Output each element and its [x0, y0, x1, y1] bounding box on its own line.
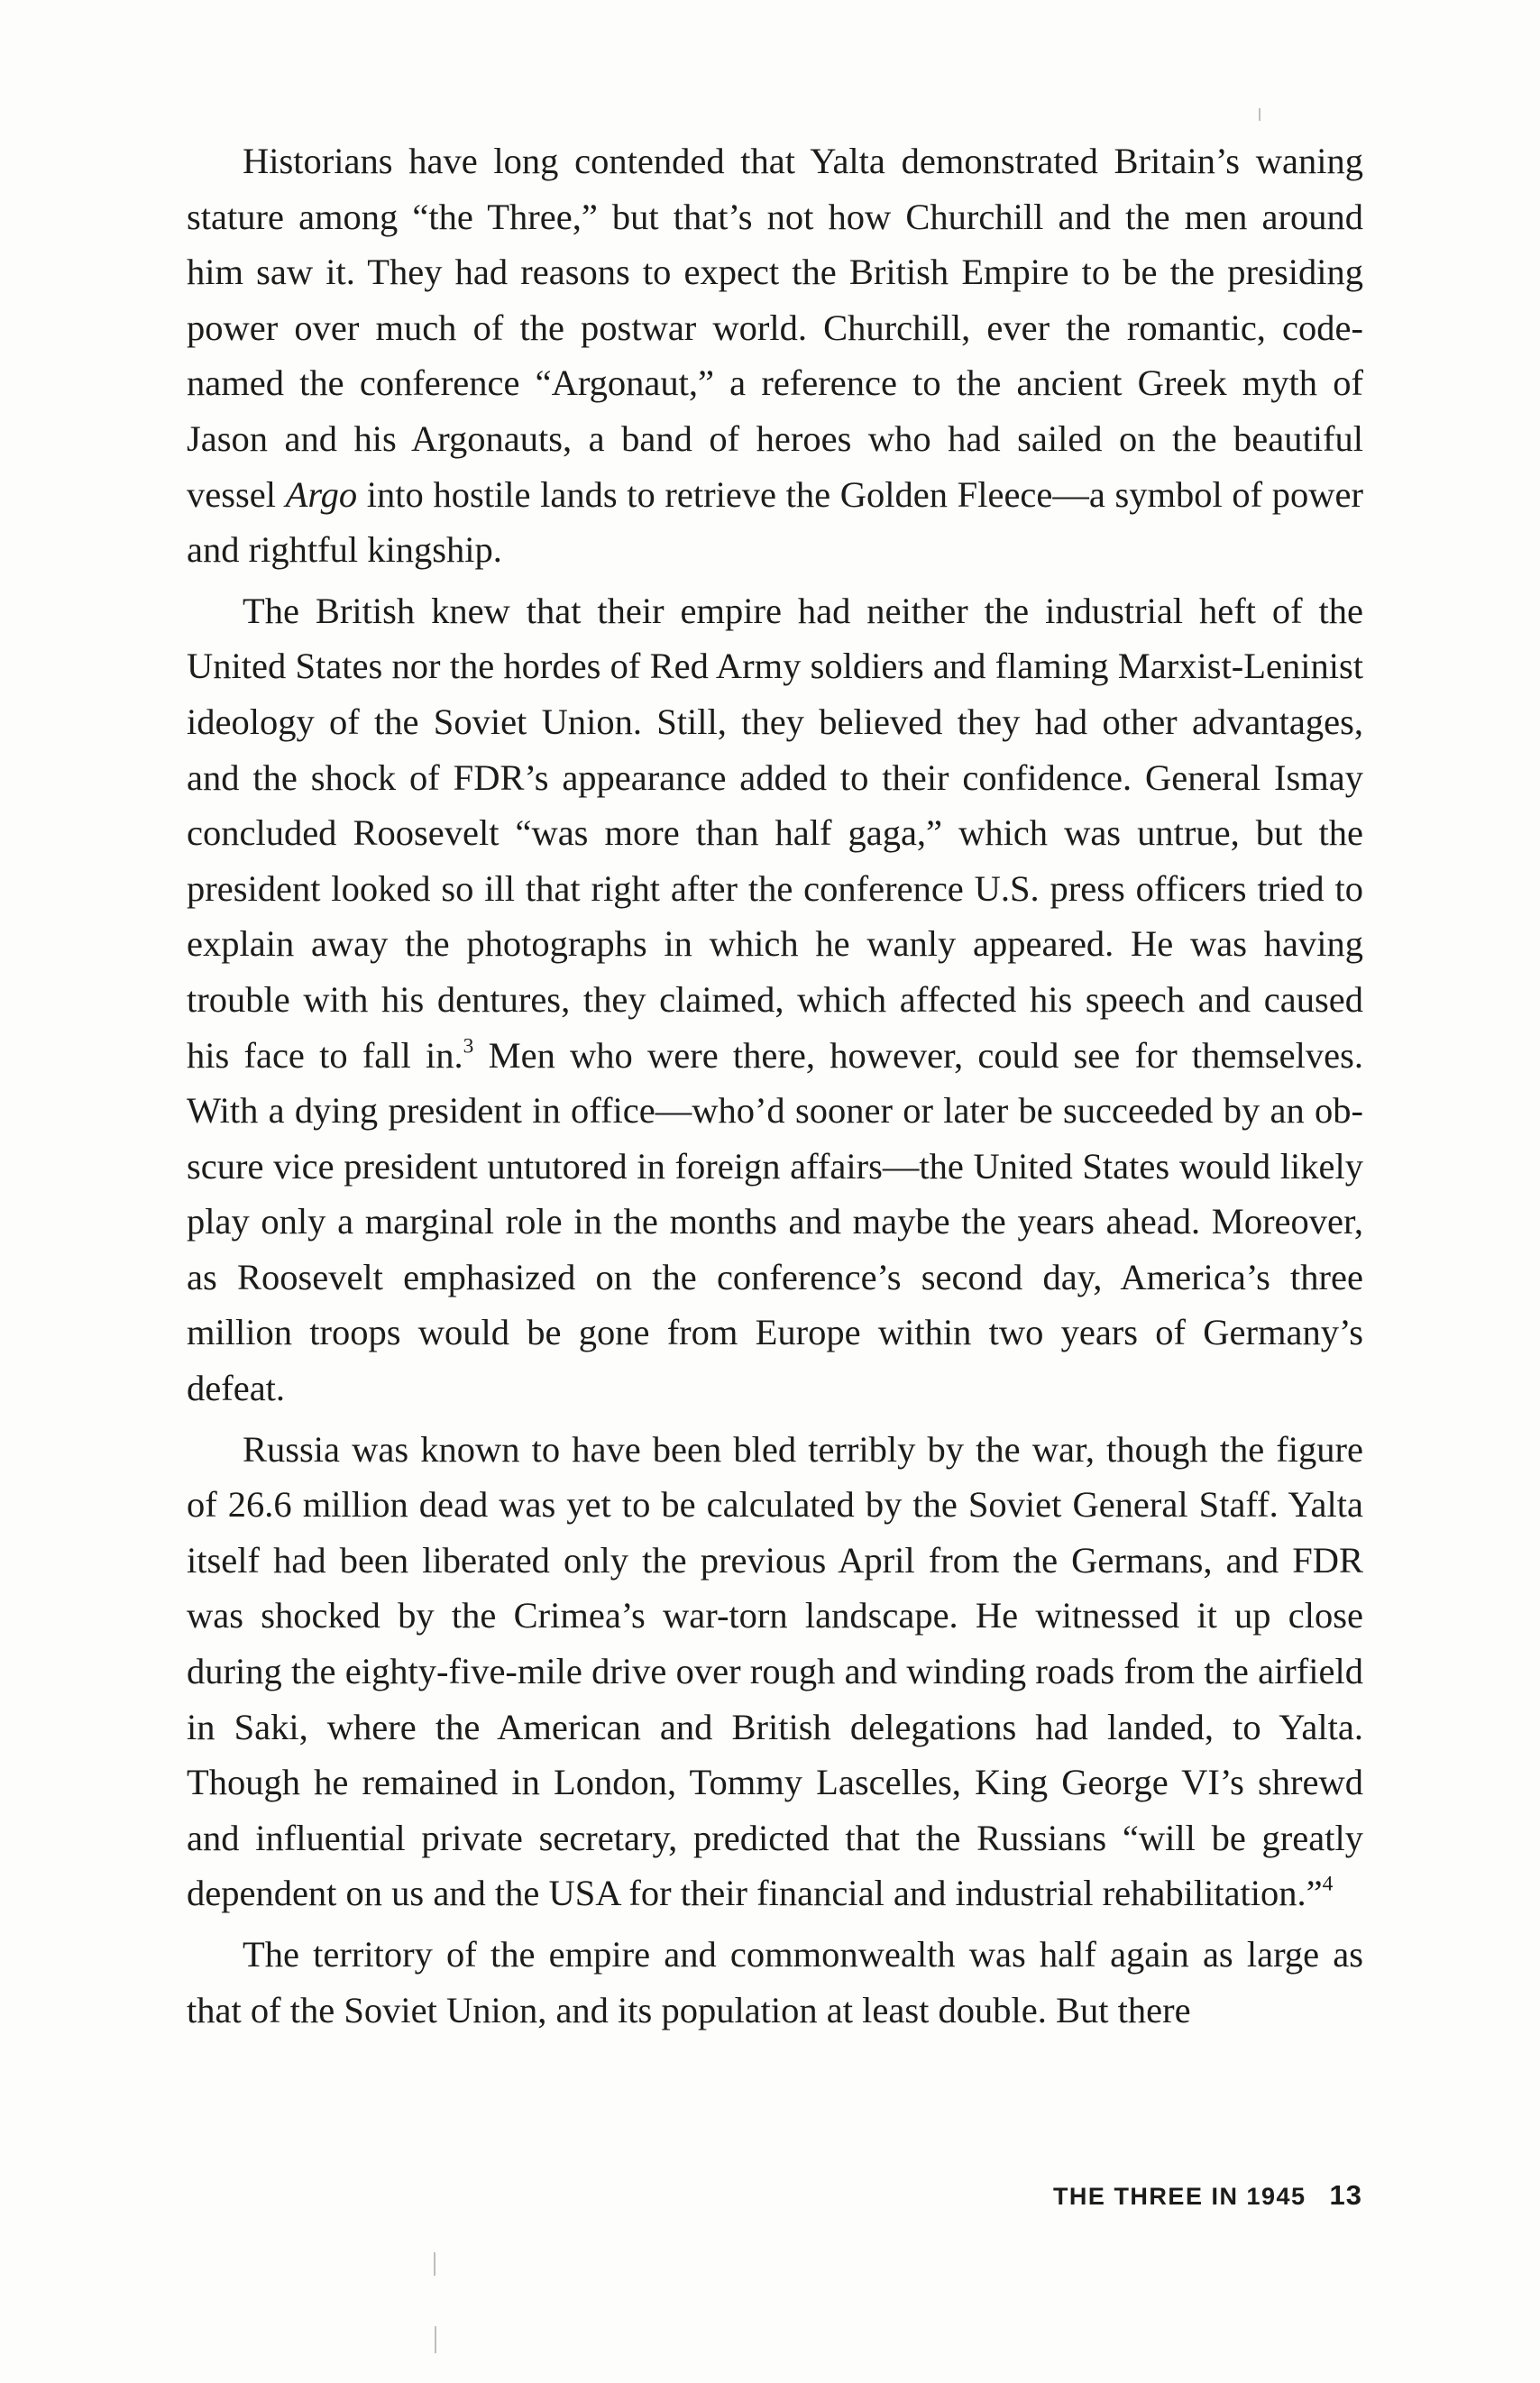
- paragraph-1: [187, 133, 1363, 578]
- paragraph-4: [187, 1927, 1363, 2038]
- paragraph-2-text-end: Men who were there, however, could see for themselves. With a dying president in office—who’d sooner or later be succeeded by an obscure vice president untutored in foreign affairs—the United States would likely play only a marginal role in the months and maybe the years ahead. Moreover, as Roosevelt emphasized on the conference’s second day, America’s three million troops would be gone from Europe within two years of Germany’s defeat.: [187, 1034, 1363, 1409]
- scan-speck: [1259, 108, 1260, 121]
- paragraph-3-text: Russia was known to have been bled terribly by the war, though the figure of 26.6 million dead was yet to be calculated by the Soviet General Staff. Yalta itself had been liberated only the previous April from the Germans, and FDR was shocked by the Crimea’s war-torn landscape. He witnessed it up close during the eighty-five-mile drive over rough and winding roads from the airfield in Saki, where the American and British delegations had landed, to Yalta. Though he remained in London, Tommy Lascelles, King George VI’s shrewd and influential private secretary, predicted that the Russians “will be greatly dependent on us and the USA for their financial and industrial rehabilitation.”: [187, 1428, 1363, 1914]
- body-text: [187, 133, 1363, 2038]
- footnote-ref-3: 3: [463, 1034, 474, 1059]
- vessel-name-italic: Argo: [285, 473, 358, 515]
- scan-speck: [435, 2326, 436, 2353]
- page-number: 13: [1329, 2179, 1362, 2211]
- paragraph-2-text: The British knew that their empire had neither the industrial heft of the United States nor the hordes of Red Army soldiers and flaming Marxist-Leninist ideology of the Soviet Union. Still, they believed they had other advantages, and the shock of FDR’s appearance added to their confidence. General Ismay concluded Roosevelt “was more than half gaga,” which was untrue, but the president looked so ill that right after the conference U.S. press officers tried to explain away the photographs in which he wanly appeared. He was having trouble with his dentures, they claimed, which affected his speech and caused his face to fall in.: [187, 590, 1363, 1076]
- paragraph-4-text: The territory of the empire and commonwealth was half again as large as that of the Soviet Union, and its population at least double. But there: [187, 1934, 1363, 2030]
- paragraph-2: [187, 583, 1363, 1416]
- paragraph-3: [187, 1422, 1363, 1921]
- paragraph-1-text: Historians have long contended that Yalta demonstrated Britain’s waning stature among “the Three,” but that’s not how Churchill and the men around him saw it. They had reasons to expect the British Empire to be the presiding power over much of the postwar world. Churchill, ever the romantic, code-named the conference “Argonaut,” a reference to the ancient Greek myth of Jason and his Argonauts, a band of heroes who had sailed on the beautiful vessel: [187, 141, 1363, 515]
- footnote-ref-4: 4: [1322, 1872, 1334, 1896]
- paragraph-1-text-end: into hostile lands to retrieve the Golden Fleece—a symbol of power and rightful kingship.: [187, 473, 1364, 571]
- scan-speck: [434, 2252, 435, 2276]
- page-footer: [1053, 2179, 1362, 2212]
- running-title: THE THREE IN 1945: [1052, 2183, 1306, 2210]
